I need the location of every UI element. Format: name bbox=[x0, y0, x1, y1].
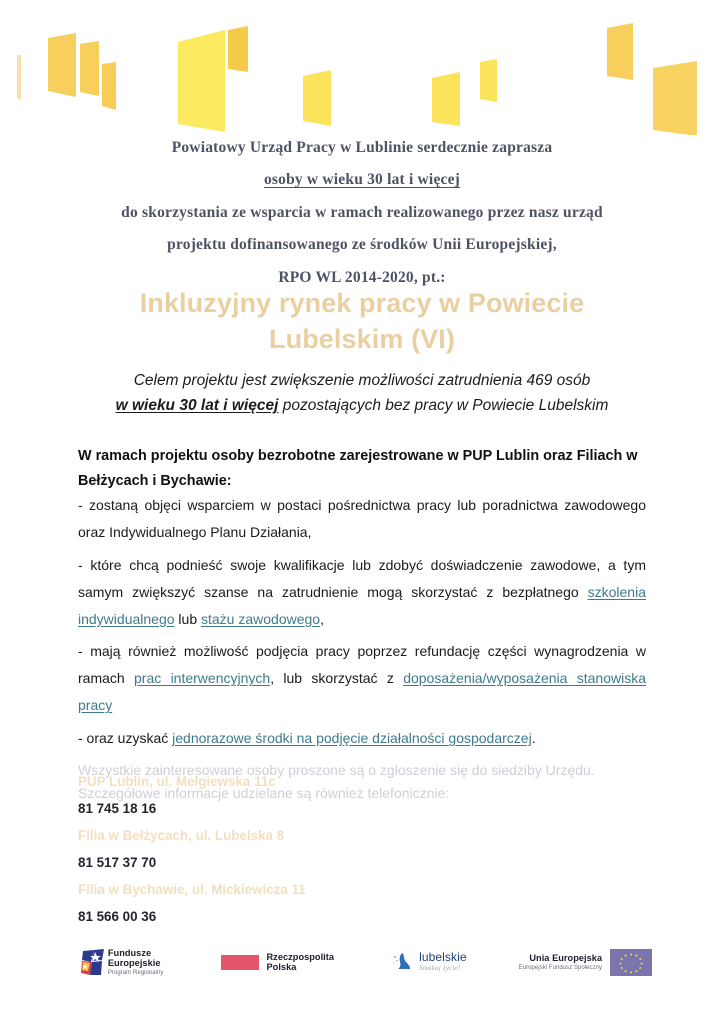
footer-logos bbox=[0, 934, 724, 990]
logo-title-line-2: Polska bbox=[266, 962, 297, 972]
inline-text: . bbox=[531, 730, 536, 746]
inline-text: - oraz uzyskać bbox=[78, 730, 173, 746]
contact-list bbox=[78, 775, 646, 937]
bullet-posrednictwo bbox=[78, 492, 646, 546]
inline-text: - zostaną objęci wsparciem w postaci pośrednictwa pracy lub poradnictwa zawodowego oraz Indywidualnego Planu Działania, bbox=[78, 497, 646, 540]
office-address: PUP Lublin, ul. Mełgiewska 11c bbox=[78, 774, 276, 789]
logo-title-line-2: Europejskie bbox=[107, 957, 161, 968]
inline-link[interactable]: doposażenia/wyposażenia stanowiska pracy bbox=[78, 670, 646, 714]
eu-stars-icon bbox=[610, 949, 652, 976]
project-title-line-1: Inkluzyjny rynek pracy w Powiecie bbox=[139, 288, 585, 318]
rzeczpospolita-polska-text bbox=[266, 952, 334, 973]
logo-title-line-1: Unia Europejska bbox=[529, 952, 603, 963]
header-line-5: RPO WL 2014-2020, pt.: bbox=[278, 268, 446, 286]
inline-text: - mają również możliwość podjęcia pracy poprzez refundację części wynagrodzenia w ramach bbox=[78, 643, 646, 687]
intro-paragraph: W ramach projektu osoby bezrobotne zarejestrowane w PUP Lublin oraz Filiach w Bełżycach i Bychawie: bbox=[78, 448, 638, 490]
logo-title-line-1: Fundusze bbox=[107, 947, 152, 958]
bullet-dotacja bbox=[78, 725, 646, 752]
logo-title-line-1: lubelskie bbox=[419, 950, 467, 965]
lubelskie-text bbox=[419, 951, 467, 973]
polish-flag-icon bbox=[221, 955, 259, 970]
inline-text: , lub skorzystać z bbox=[270, 670, 404, 687]
logo-title-line-1: Rzeczpospolita bbox=[266, 951, 335, 962]
office-phone[interactable]: 81 517 37 70 bbox=[78, 855, 157, 870]
header-line-3: do skorzystania ze wsparcia w ramach realizowanego przez nasz urząd bbox=[121, 203, 603, 221]
project-title bbox=[0, 286, 724, 357]
header-line-2: osoby w wieku 30 lat i więcej bbox=[263, 171, 461, 189]
bullet-prace-interwencyjne bbox=[78, 638, 646, 719]
project-goal-line-2-rest: pozostających bez pracy w Powiecie Lubelskim bbox=[278, 397, 609, 415]
office-address: Filia w Bychawie, ul. Mickiewicza 11 bbox=[78, 882, 306, 897]
contact-intro: Wszystkie zainteresowane osoby proszone są o zgłoszenie się do siedziby Urzędu. Szczegółowe informacje udzielane są również telefonicznie: bbox=[78, 762, 595, 801]
project-goal-age-emphasis: w wieku 30 lat i więcej bbox=[115, 397, 279, 415]
inline-link[interactable]: stażu zawodowego bbox=[201, 610, 321, 627]
inline-text: - które chcą podnieść swoje kwalifikacje lub zdobyć doświadczenie zawodowe, a tym samym zwiększyć szanse na zatrudnienie mogą skorzystać z bezpłatnego bbox=[78, 556, 646, 600]
fundusze-europejskie-emblem-icon bbox=[78, 946, 108, 978]
office-phone[interactable]: 81 745 18 16 bbox=[78, 801, 157, 816]
bullet-szkolenia bbox=[78, 552, 646, 633]
benefits-list bbox=[78, 492, 646, 758]
inline-text: lub bbox=[174, 610, 201, 627]
logo-subtitle: Smakuj życie! bbox=[419, 964, 461, 973]
header-line-4: projektu dofinansowanego ze środków Unii Europejskiej, bbox=[167, 236, 557, 254]
inline-link[interactable]: prac interwencyjnych bbox=[134, 670, 271, 687]
project-goal bbox=[0, 368, 724, 418]
logo-unia-europejska bbox=[519, 942, 652, 982]
header-block bbox=[0, 138, 724, 300]
inline-link[interactable]: jednorazowe środki na podjęcie działalności gospodarczej bbox=[172, 730, 532, 746]
decorative-banner-shapes bbox=[0, 0, 724, 135]
eu-flag-icon bbox=[610, 949, 652, 976]
logo-lubelskie bbox=[390, 942, 467, 982]
office-address: Filia w Bełżycach, ul. Lubelska 8 bbox=[78, 828, 285, 843]
project-goal-line-1: Celem projektu jest zwiększenie możliwości zatrudnienia 469 osób bbox=[133, 372, 591, 389]
inline-text: , bbox=[320, 610, 324, 627]
inline-link[interactable]: szkolenia indywidualnego bbox=[78, 583, 646, 627]
logo-rzeczpospolita-polska bbox=[221, 942, 334, 982]
logo-subtitle: Europejski Fundusz Społeczny bbox=[518, 964, 603, 971]
project-title-line-2: Lubelskim (VI) bbox=[269, 323, 455, 354]
lubelskie-emblem-icon bbox=[390, 949, 416, 975]
header-line-1: Powiatowy Urząd Pracy w Lublinie serdecznie zaprasza bbox=[171, 139, 553, 156]
logo-subtitle: Program Regionalny bbox=[107, 969, 164, 976]
project-goal-line-2 bbox=[0, 393, 724, 418]
office-phone[interactable]: 81 566 00 36 bbox=[78, 909, 157, 924]
fundusze-europejskie-text bbox=[108, 948, 164, 977]
unia-europejska-text bbox=[519, 953, 602, 972]
logo-fundusze-europejskie bbox=[78, 942, 164, 982]
